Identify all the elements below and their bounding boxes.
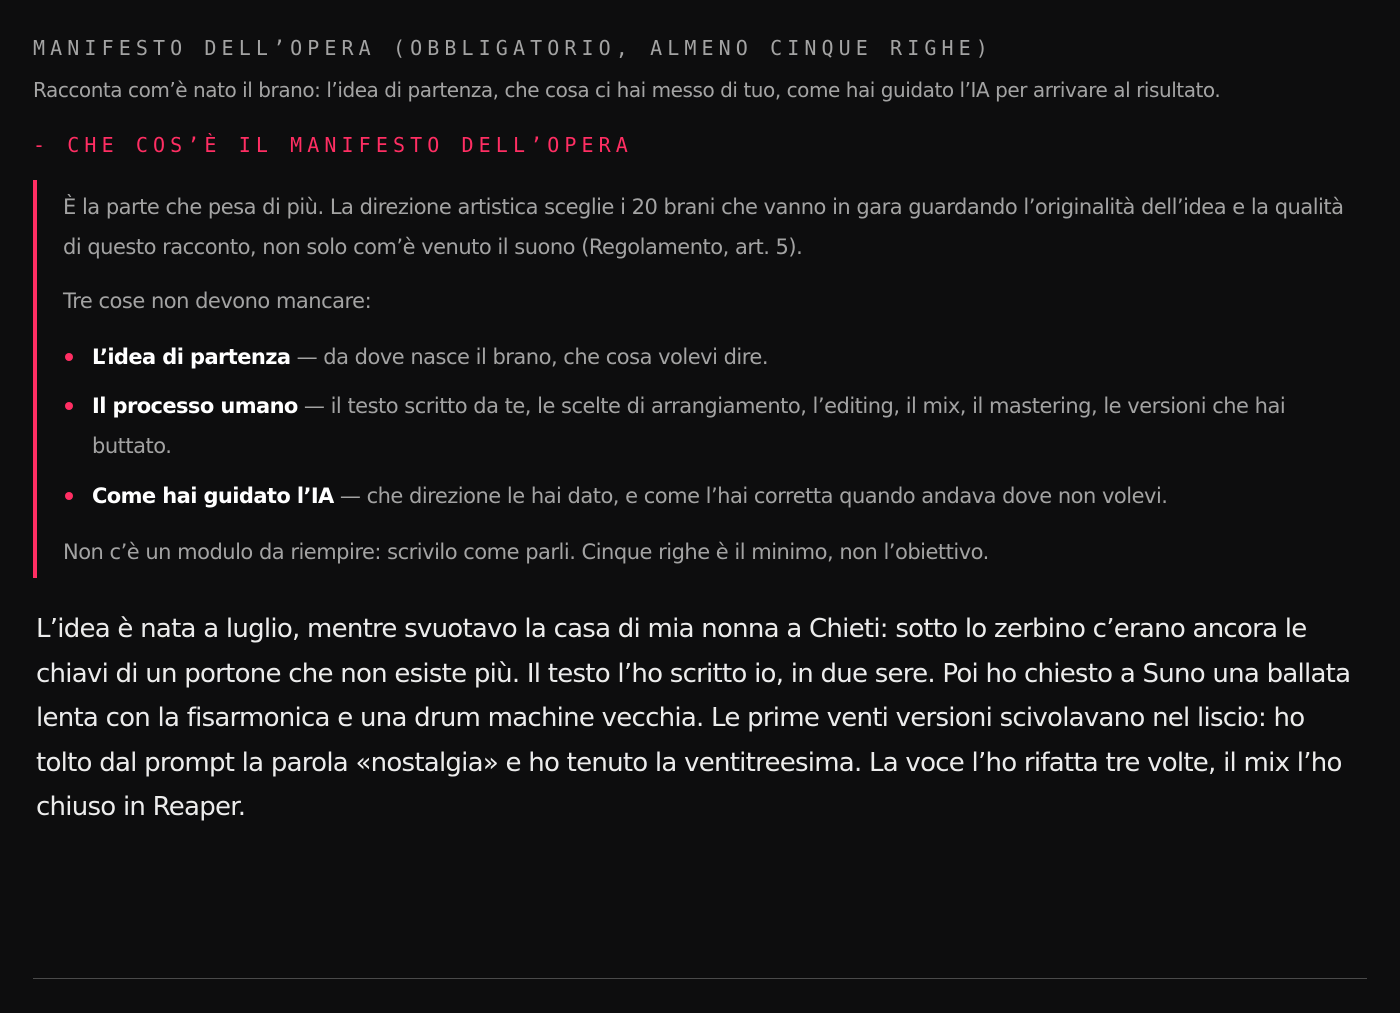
info-three-things: Tre cose non devono mancare: [63, 289, 372, 313]
list-item [63, 386, 1325, 466]
list-item-text: — che direzione le hai dato, e come l’hai corretta quando andava dove non volevi. [333, 484, 1168, 508]
list-item-title: Come hai guidato l’IA [92, 484, 334, 508]
field-help-text: Racconta com’è nato il brano: l’idea di partenza, che cosa ci hai messo di tuo, come hai guidato l’IA per arrivare al risultato. [33, 78, 1221, 102]
list-item-text: — il testo scritto da te, le scelte di arrangiamento, l’editing, il mix, il mastering, le versioni che hai buttato. [92, 394, 1286, 458]
field-label: MANIFESTO DELL’OPERA (OBBLIGATORIO, ALMENO CINQUE RIGHE) [33, 36, 993, 60]
field-divider [33, 978, 1367, 979]
manifesto-textarea[interactable]: L’idea è nata a luglio, mentre svuotavo la casa di mia nonna a Chieti: sotto lo zerbino c’erano ancora le chiavi di un portone che non esiste più. Il testo l’ho scritto io, in due sere. Poi ho chiesto a Suno una ballata lenta con la fisarmonica e una drum machine vecchia. Le prime venti versioni scivolavano nel liscio: ho tolto dal prompt la parola «nostalgia» e ho tenuto la ventitreesima. La voce l’ho rifatta tre volte, il mix l’ho chiuso in Reaper. [36, 614, 1358, 822]
bullet-dot-icon [65, 492, 73, 500]
bullet-dot-icon [65, 402, 73, 410]
list-item-title: L’idea di partenza [92, 345, 291, 369]
list-item [63, 476, 1325, 516]
list-item-text: — da dove nasce il brano, che cosa volevi dire. [290, 345, 769, 369]
info-note: Non c’è un modulo da riempire: scrivilo come parli. Cinque righe è il minimo, non l’obiettivo. [63, 540, 989, 564]
manifesto-info-panel [33, 180, 1367, 578]
info-intro: È la parte che pesa di più. La direzione artistica sceglie i 20 brani che vanno in gara guardando l’originalità dell’idea e la qualità di questo racconto, non solo com’è venuto il suono (Regolamento, art. 5). [63, 195, 1344, 259]
bullet-dot-icon [65, 353, 73, 361]
list-item-title: Il processo umano [92, 394, 298, 418]
manifesto-info-toggle[interactable]: - CHE COS’È IL MANIFESTO DELL’OPERA [33, 133, 633, 157]
list-item [63, 337, 1325, 377]
